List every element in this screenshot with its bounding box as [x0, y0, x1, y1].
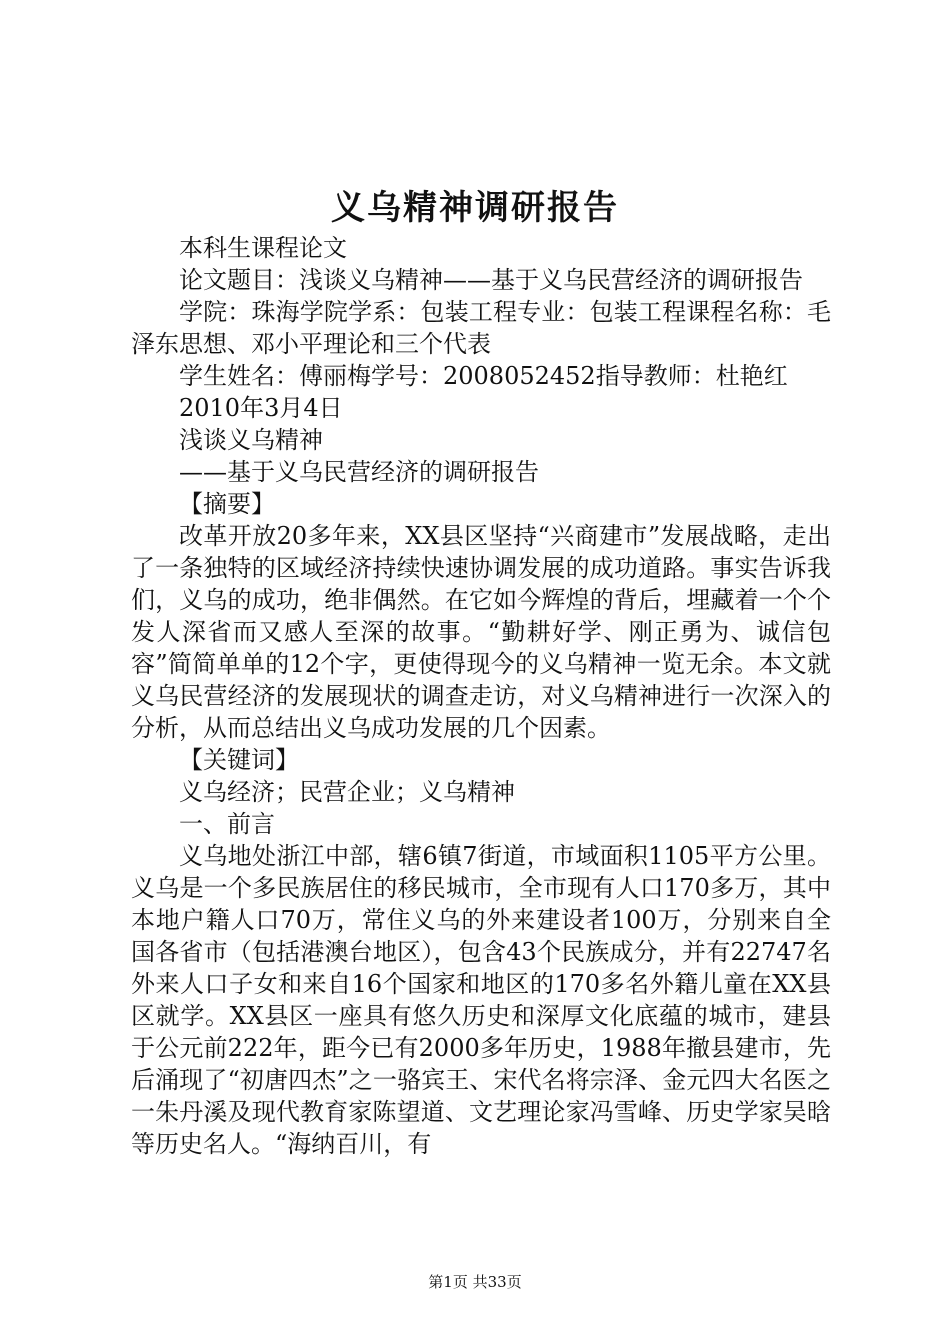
document-title: 义乌精神调研报告 [331, 188, 619, 228]
document-body [131, 232, 831, 1160]
page-indicator: 第1页 共33页 [428, 1273, 522, 1291]
paragraph-abstract: 改革开放20多年来，XX县区坚持“兴商建市”发展战略，走出了一条独特的区域经济持续快速协调发展的成功道路。事实告诉我们，义乌的成功，绝非偶然。在它如今辉煌的背后，埋藏着一个个发人深省而又感人至深的故事。“勤耕好学、刚正勇为、诚信包容”简简单单的12个字，更使得现今的义乌精神一览无余。本文就义乌民营经济的发展现状的调查走访，对义乌精神进行一次深入的分析，从而总结出义乌成功发展的几个因素。 [131, 522, 831, 742]
paragraph-course-paper: 本科生课程论文 [179, 234, 347, 262]
paragraph-paper-title: 浅谈义乌精神 [179, 426, 323, 454]
paragraph-introduction: 义乌地处浙江中部，辖6镇7街道，市域面积1105平方公里。义乌是一个多民族居住的移民城市，全市现有人口170多万，其中本地户籍人口70万，常住义乌的外来建设者100万，分别来自全国各省市（包括港澳台地区），包含43个民族成分，并有22747名外来人口子女和来自16个国家和地区的170多名外籍儿童在XX县区就学。XX县区一座具有悠久历史和深厚文化底蕴的城市，建县于公元前222年，距今已有2000多年历史，1988年撤县建市，先后涌现了“初唐四杰”之一骆宾王、宋代名将宗泽、金元四大名医之一朱丹溪及现代教育家陈望道、文艺理论家冯雪峰、历史学家吴晗等历史名人。“海纳百川，有 [131, 842, 831, 1158]
paragraph-college-info: 学院：珠海学院学系：包装工程专业：包装工程课程名称：毛泽东思想、邓小平理论和三个代表 [131, 298, 831, 358]
paragraph-paper-topic: 论文题目：浅谈义乌精神——基于义乌民营经济的调研报告 [179, 266, 803, 294]
heading-keywords: 【关键词】 [179, 746, 299, 774]
paragraph-paper-subtitle: ——基于义乌民营经济的调研报告 [179, 458, 539, 486]
paragraph-keywords: 义乌经济；民营企业；义乌精神 [179, 778, 515, 806]
paragraph-student-info: 学生姓名：傅丽梅学号：2008052452指导教师：杜艳红 [179, 362, 788, 390]
paragraph-date: 2010年3月4日 [179, 394, 343, 422]
heading-introduction: 一、前言 [179, 810, 275, 838]
heading-abstract: 【摘要】 [179, 490, 275, 518]
